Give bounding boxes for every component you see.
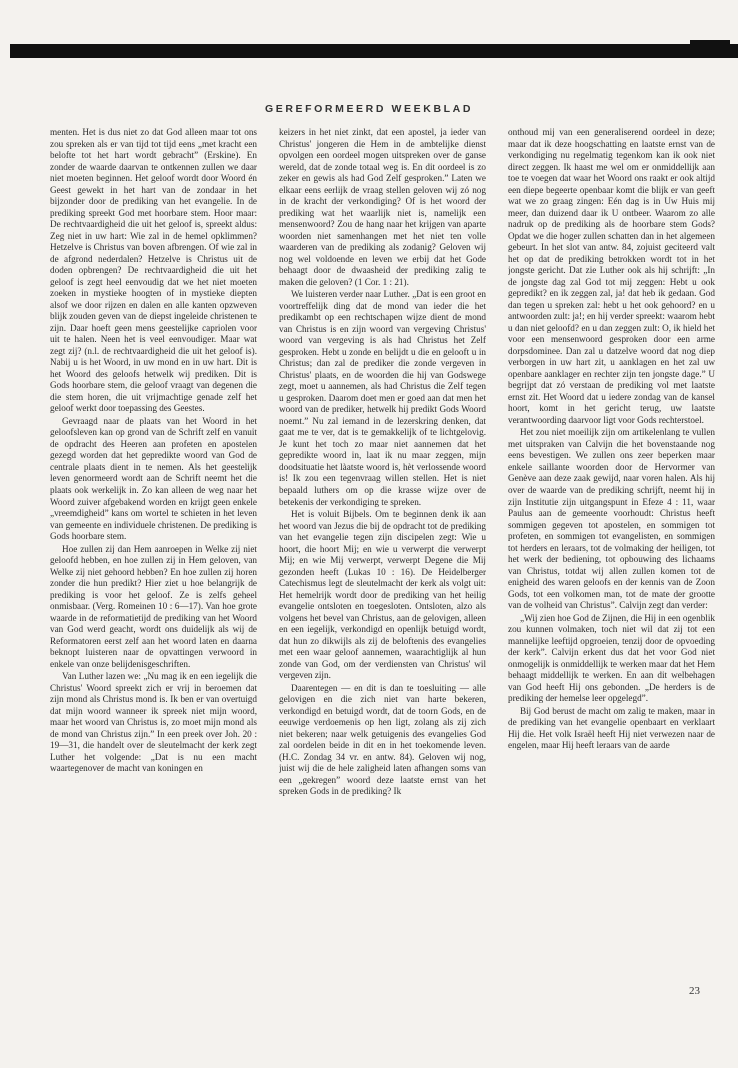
paragraph: We luisteren verder naar Luther. „Dat is een groot en voortreffelijk ding dat de mond van ieder die het predikambt op een rechtschapen wijze dient de mond van Christus is en zijn woord van vergeving Christus' woord van vergeving is als had Christus het Zelf gesproken. Hebt u zonde en belijdt u die en gelooft u in Christus; dan zal de prediker die zonde vergeven in Christus' plaats, en de woorden die hij van Godswege zegt, moet u aannemen, als had Christus die Zelf tegen u gesproken. Daarom doet men er goed aan dat men het woord van de prediker, hetwelk hij predikt Gods Woord noemt.” Nu zal iemand in de lezerskring denken, dat gaat me te ver, dat is te gemakkelijk of te lichtgelovig. Je kunt het toch zo maar niet aannemen dat het gepredikte woord in, laat ik nu maar zeggen, mijn doodsituatie het làatste woord is, hèt verlossende woord is! Ik zou een tegenvraag willen stellen. Het is niet bepaald luthers om op die krasse wijze over de betekenis der verkondiging te spreken. [279,289,486,507]
text-column-2 [279,127,486,983]
text-column-3 [508,127,715,983]
quoted-paragraph: „Wij zien hoe God de Zijnen, die Hij in een ogenblik zou kunnen volmaken, toch niet wil dat zij tot een mannelijke leeftijd opgroeien, tenzij door de opvoeding der kerk”. Calvijn erkent dus dat het voor God niet onmogelijk is onmiddellijk te werken maar dat het Hem behaagt middellijk te werken. En aan dit welbehagen van God heeft Hij ons gebonden. „De herders is de prediking der hemelse leer opgelegd”. [508,612,715,704]
running-header: GEREFORMEERD WEEKBLAD [264,103,474,115]
page-number: 23 [689,985,700,997]
top-bar-edge [690,40,730,46]
paragraph: Het is voluit Bijbels. Om te beginnen denk ik aan het woord van Jezus die bij de opdracht tot de prediking van het evangelie tegen zijn discipelen zegt: Wie u hoort, die hoort Mij; en wie u verwerpt die verwerpt Mij; en wie Mij verwerpt, verwerpt Degene die Mij gezonden heeft (Lukas 10 : 16). De Heidelberger Catechismus legt de sleutelmacht der kerk als volgt uit: Het hemelrijk wordt door de prediking van het heilig evangelie ontsloten en toegesloten. Ontsloten, alzo als volgens het bevel van Christus, aan de gelovigen, alleen en een iegelijk, verkondigd en openlijk betuigd wordt, dat hun zo dikwijls als zij de beloftenis des evangelies met een waar geloof aannemen, waarachtiglijk al hun zonde van God, om der verdiensten van Christus' wil vergeven zijn. [279,509,486,681]
paragraph: Hoe zullen zij dan Hem aanroepen in Welke zij niet geloofd hebben, en hoe zullen zij in Hem geloven, van Welke zij niet gehoord hebben? En hoe zullen zij horen zonder die hun predikt? Hier ziet u hoe belangrijk de prediking is voor het geloof. Ze is zelfs geheel onmisbaar. (Verg. Romeinen 10 : 6—17). Van hoe grote waarde in de reformatietijd de prediking van het Woord van God werd geacht, wordt ons duidelijk als wij de Reformatoren eerst zelf aan het woord laten en daarna beknopt luisteren naar de opvattingen verwoord in enkele van onze belijdenisgeschriften. [50,543,257,669]
paragraph: keizers in het niet zinkt, dat een apostel, ja ieder van Christus' jongeren die Hem in de ambtelijke dienst opvolgen een oordeel mogen uitspreken over de ganse wereld, dat de zonde totaal weg is. En dit oordeel is zo zeker en gewis als had God Zelf gesproken.” Laten we elkaar eens eerlijk de vraag stellen geloven wij zó nog in de kracht der verkondiging? Of is het woord der prediking wat het waarlijk niet is, namelijk een mensenwoord? Zou de hang naar het krijgen van aparte woorden niet samenhangen met het niet ten volle waarderen van de prediking als zodanig? Geloven wij nog wel voldoende en leven we erbij dat het Gode behaagt door de dwaasheid der prediking zalig te maken die geloven? (1 Cor. 1 : 21). [279,127,486,287]
paragraph: menten. Het is dus niet zo dat God alleen maar tot ons zou spreken als er van tijd tot tijd eens „met kracht een belofte tot het hart wordt gebracht” (Erskine). En zonder de waarde daarvan te ontkennen zullen we daar niet moeten beginnen. Het geloof wordt door Woord én Geest gewekt in het hart van de zondaar in het bijzonder door de prediking van het evangelie. In de prediking spreekt God met hoorbare stem. Hoor maar: De rechtvaardigheid die uit het geloof is, spreekt aldus: Zeg niet in uw hart: Wie zal in de hemel opklimmen? Hetzelve is Christus van boven afbrengen. Of wie zal in de afgrond nederdalen? Hetzelve is Christus uit de doden opbrengen? De rechtvaardigheid die uit het geloof is zegt heel eenvoudig dat we het niet moeten zoeken in mystieke hoogten of in mystieke diepten alsof we door rijzen en dalen en alle kanten opzweven blijk zouden geven van de diepst ingeleide christenen te zijn. Daar hoeft geen mens geestelijke capriolen voor uit te halen. Neen het is veel eenvoudiger. Maar wat zegt zij? (n.l. de rechtvaardigheid die uit het geloof is). Nabij u is het Woord, in uw mond en in uw hart. Dit is het Woord des geloofs hetwelk wij prediken. Dit is Gods hoorbare stem, die geloof vraagt van degenen die die stem horen, die uit vrijmachtige genade zelf het geloof werkt door toepassing des Geestes. [50,127,257,414]
top-black-bar [10,44,738,58]
paragraph: Bij God berust de macht om zalig te maken, maar in de prediking van het evangelie openbaart en verklaart Hij die. Het volk Israël heeft Hij niet verwezen naar de engelen, maar Hij heeft leraars van de aarde [508,705,715,751]
paragraph: Daarentegen — en dit is dan te toesluiting — alle gelovigen en die zich niet van harte bekeren, verkondigd en betuigd wordt, dat de toorn Gods, en de eeuwige verdoemenis op hen ligt, zolang als zij zich niet bekeren; naar welk getuigenis des evangelies God zal oordelen beide in dit en in het toekomende leven. (H.C. Zondag 34 vr. en antw. 84). Geloven wij nog, juist wij die de hele zaligheid laten afhangen soms van een „gekregen” woord deze laatste ernst van het spreken Gods in de prediking? Ik [279,682,486,797]
paragraph: Gevraagd naar de plaats van het Woord in het geloofsleven kan op grond van de Schrift zelf en vanuit de opdracht des Heeren aan profeten en apostelen gezegd worden dat het gepredikte woord van God de centrale plaats dient in te nemen. Als het geestelijk leven genormeerd wordt aan de Schrift neemt het die plaats ook werkelijk in. Zo kan alleen de weg naar het Woord zuiver afgebakend worden en krijgt geen enkele „vreemdigheid” kans om wortel te schieten in het leven van gemeente en individuele christenen. De prediking is Gods hoorbare stem. [50,415,257,542]
paragraph: Het zou niet moeilijk zijn om artikelenlang te vullen met uitspraken van Calvijn die het bovenstaande nog eens bevestigen. We zullen ons zeer beperken maar enkele saillante woorden door de Hervormer van Genève aan deze zaak gewijd, naar voren halen. Als hij over de waarde van de prediking schrijft, neemt hij in zijn Institutie zijn uitgangspunt in Efeze 4 : 11, waar Paulus aan de gemeente voorhoudt: Christus heeft sommigen gegeven tot apostelen, en sommigen tot profeten, en sommigen tot evangelisten, en sommigen tot herders en leraars, tot de volmaking der heiligen, tot het werk der bediening, tot opbouwing des lichaams van Christus, totdat wij allen zullen komen tot de enigheid des waren geloofs en der kennis van de Zoon Gods, tot een volkomen man, tot de mate der grootte van de volheid van Christus”. Calvijn zegt dan verder: [508,427,715,611]
paragraph: Van Luther lazen we: „Nu mag ik en een iegelijk die Christus' Woord spreekt zich er vrij in beroemen dat zijn mond als Christus mond is. Ik ben er van overtuigd dat mijn woord wanneer ik spreek niet mijn woord, maar het woord van Christus is, zo moet mijn mond als de mond van Christus zijn.” In een preek over Joh. 20 : 19—31, die handelt over de sleutelmacht der kerk zegt Luther het volgende: „Dat is nu een macht waartegenover de macht van koningen en [50,671,257,774]
text-column-1 [50,127,257,983]
paragraph: onthoud mij van een generaliserend oordeel in deze; maar dat ik deze hoogschatting en laatste ernst van de verkondiging nu regelmatig tegenkom kan ik ook niet direct zeggen. Ik haast me wel om er onmiddellijk aan toe te voegen dat waar het Woord ons raakt er ook altijd een diepe begeerte openbaar komt die blijk er van geeft wat we zo graag zingen: Eén dag is in Uw Huis mij meer, dan duizend daar ik U ontbeer. Waarom zo alle nadruk op de prediking als de hoorbare stem Gods? Opdat we die hoger zullen schatten dan in het algemeen gebeurt. In het slot van antw. 84, zojuist geciteerd valt het op dat de prediking betrokken wordt tot in het jongste gericht. Dat zie Luther ook als hij schrijft: „In de jongste dag zal God tot mij zeggen: Hebt u ook gepredikt? en ik zeggen zal, ja! dat heb ik gedaan. God dan tegen u spreken zal: hebt u het ook gehoord? en u antwoorden zult: ja!; en hij verder spreekt: waarom hebt u dan niet geloofd? en u dan zeggen zult: O, ik hield het voor een mensenwoord gesproken door een arme dorpsdominee. Dan zal u datzelve woord dat nog diep verborgen in uw hart zit, u aanklagen en het zal uw openbare aanklager en rechter zijn ten jongste dage.” U begrijpt dat zó verstaan de prediking vol met laatste ernst zit. Het Woord dat u iedere zondag van de kansel hoort, komt in het gericht terug, uw laatste verantwoording daarvoor ligt voor Gods rechterstoel. [508,127,715,425]
